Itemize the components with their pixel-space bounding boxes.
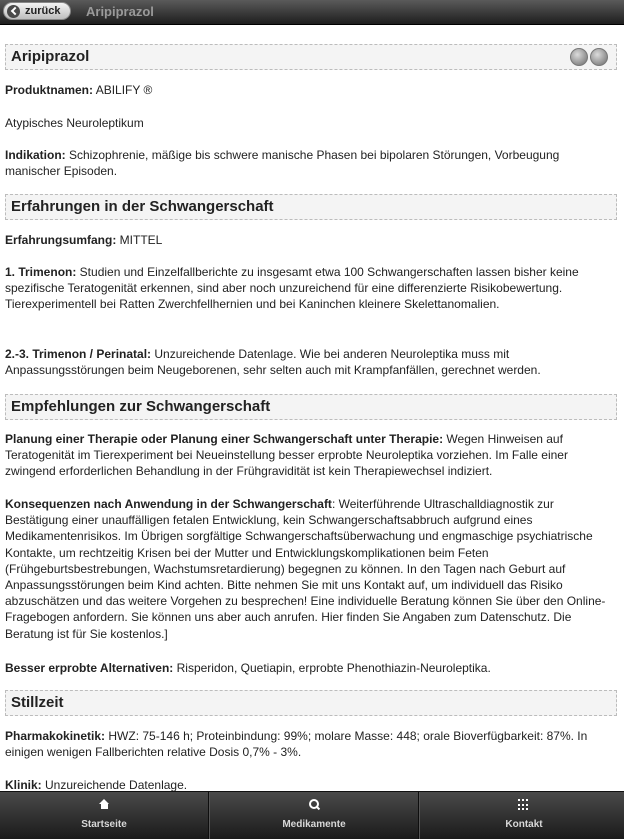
section-erfahrungen [5,194,617,220]
section-empfehlungen [5,394,617,420]
produktnamen-value: ABILIFY ® [93,83,153,97]
produktnamen [5,82,617,98]
umfang-value: MITTEL [116,233,163,247]
pharmako-label: Pharmakokinetik: [5,729,106,743]
konsequenzen-value: : Weiterführende Ultraschalldiagnostik zur Bestätigung einer unauffälligen fetalen Entwicklung, kein Schwangerschaftsabbruch aufgrund eines Medikamentenrisikos. Im Übrigen sorgfältige Schwangerschaftsüberwachung und engmaschige psychiatrische Kontakte, um rechtzeitig Krisen bei der Mutter und Entwicklungskomplikationen beim Feten (Frühgeburtsbestrebungen, Wachstumsretardierung) begegnen zu können. In den Tagen nach Geburt auf Anpassungsstörungen beim Kind achten. Bitte nehmen Sie mit uns Kontakt auf, um individuell das Risiko abzuschätzen und das weitere Vorgehen zu besprechen! Eine individuelle Beratung können Sie über den Online-Fragebogen anfordern. Sie können uns aber auch anrufen. Hier finden Sie Angaben zum Datenschutz. Die Beratung ist für Sie kostenlos.] [5,497,606,641]
indikation-value: Schizophrenie, mäßige bis schwere manische Phasen bei bipolaren Störungen, Vorbeugung manischer Episoden. [5,148,560,179]
grid-icon [518,799,530,811]
tab-label: Medikamente [282,819,346,830]
trimenon-2-3-label: 2.-3. Trimenon / Perinatal: [5,347,152,361]
pharmakokinetik [5,728,617,760]
alternativen [5,660,617,676]
klinik-value: Unzureichende Datenlage. [41,778,188,791]
section-stillzeit [5,690,617,716]
header-buttons [570,48,608,66]
section-title: Erfahrungen in der Schwangerschaft [11,198,274,215]
back-arrow-icon [7,5,20,18]
indikation-label: Indikation: [5,148,66,162]
alternativen-label: Besser erprobte Alternativen: [5,661,174,675]
trimenon-1 [5,264,617,313]
back-button[interactable] [3,2,71,20]
trimenon-1-value: Studien und Einzelfallberichte zu insgesamt etwa 100 Schwangerschaften lassen bisher keine spezifische Teratogenität erkennen, sind aber noch unzureichend für eine differenzierte Risikobewertung. Tierexperimentell bei Ratten Zwerchfellhernien und bei Kaninchen kleinere Skelettanomalien. [5,265,579,312]
produktnamen-label: Produktnamen: [5,83,94,97]
tab-medikamente[interactable] [210,792,418,839]
alternativen-value: Risperidon, Quetiapin, erprobte Phenothiazin-Neuroleptika. [173,661,491,675]
tab-kontakt[interactable] [420,792,624,839]
drug-class: Atypisches Neuroleptikum [5,116,144,130]
indikation [5,147,617,179]
section-title: Empfehlungen zur Schwangerschaft [11,398,271,415]
umfang-label: Erfahrungsumfang: [5,233,117,247]
trimenon-2-3-value: Unzureichende Datenlage. Wie bei anderen Neuroleptika muss mit Anpassungsstörungen beim Neugeborenen, sehr selten auch mit Krampfanfällen, gerechnet werden. [5,347,541,378]
back-button-label: zurück [25,5,61,17]
klinik-label: Klinik: [5,778,42,791]
planung-label: Planung einer Therapie oder Planung einer Schwangerschaft unter Therapie: [5,432,444,446]
tab-label: Startseite [81,819,127,830]
planung-value: Wegen Hinweisen auf Teratogenität im Tierexperiment bei Neueinstellung besser erprobte Neuroleptika vorziehen. Im Falle einer zwingend erforderlichen Behandlung in der Frühgravidität ist kein Therapiewechsel indiziert. [5,432,568,479]
klinik [5,777,617,791]
circle-button-2[interactable] [590,48,608,66]
konsequenzen-label: Konsequenzen nach Anwendung in der Schwangerschaft [5,497,332,511]
tab-startseite[interactable] [0,792,208,839]
home-icon [98,799,110,811]
drug-header [5,44,617,70]
tab-label: Kontakt [505,819,543,830]
topbar-title: Aripiprazol [86,4,154,19]
trimenon-1-label: 1. Trimenon: [5,265,77,279]
page-title: Aripiprazol [11,48,90,65]
search-icon [308,799,320,811]
top-navigation-bar [0,0,624,25]
pharmako-value: HWZ: 75-146 h; Proteinbindung: 99%; molare Masse: 448; orale Bioverfügbarkeit: 87%. In einigen wenigen Fallberichten relative Dosis 0,7% - 3%. [5,729,588,760]
planung [5,431,617,480]
erfahrungsumfang [5,232,617,248]
content-area[interactable] [0,25,624,791]
circle-button-1[interactable] [570,48,588,66]
konsequenzen [5,496,617,642]
trimenon-2-3 [5,346,617,378]
section-title: Stillzeit [11,694,64,711]
bottom-tab-bar [0,791,624,839]
